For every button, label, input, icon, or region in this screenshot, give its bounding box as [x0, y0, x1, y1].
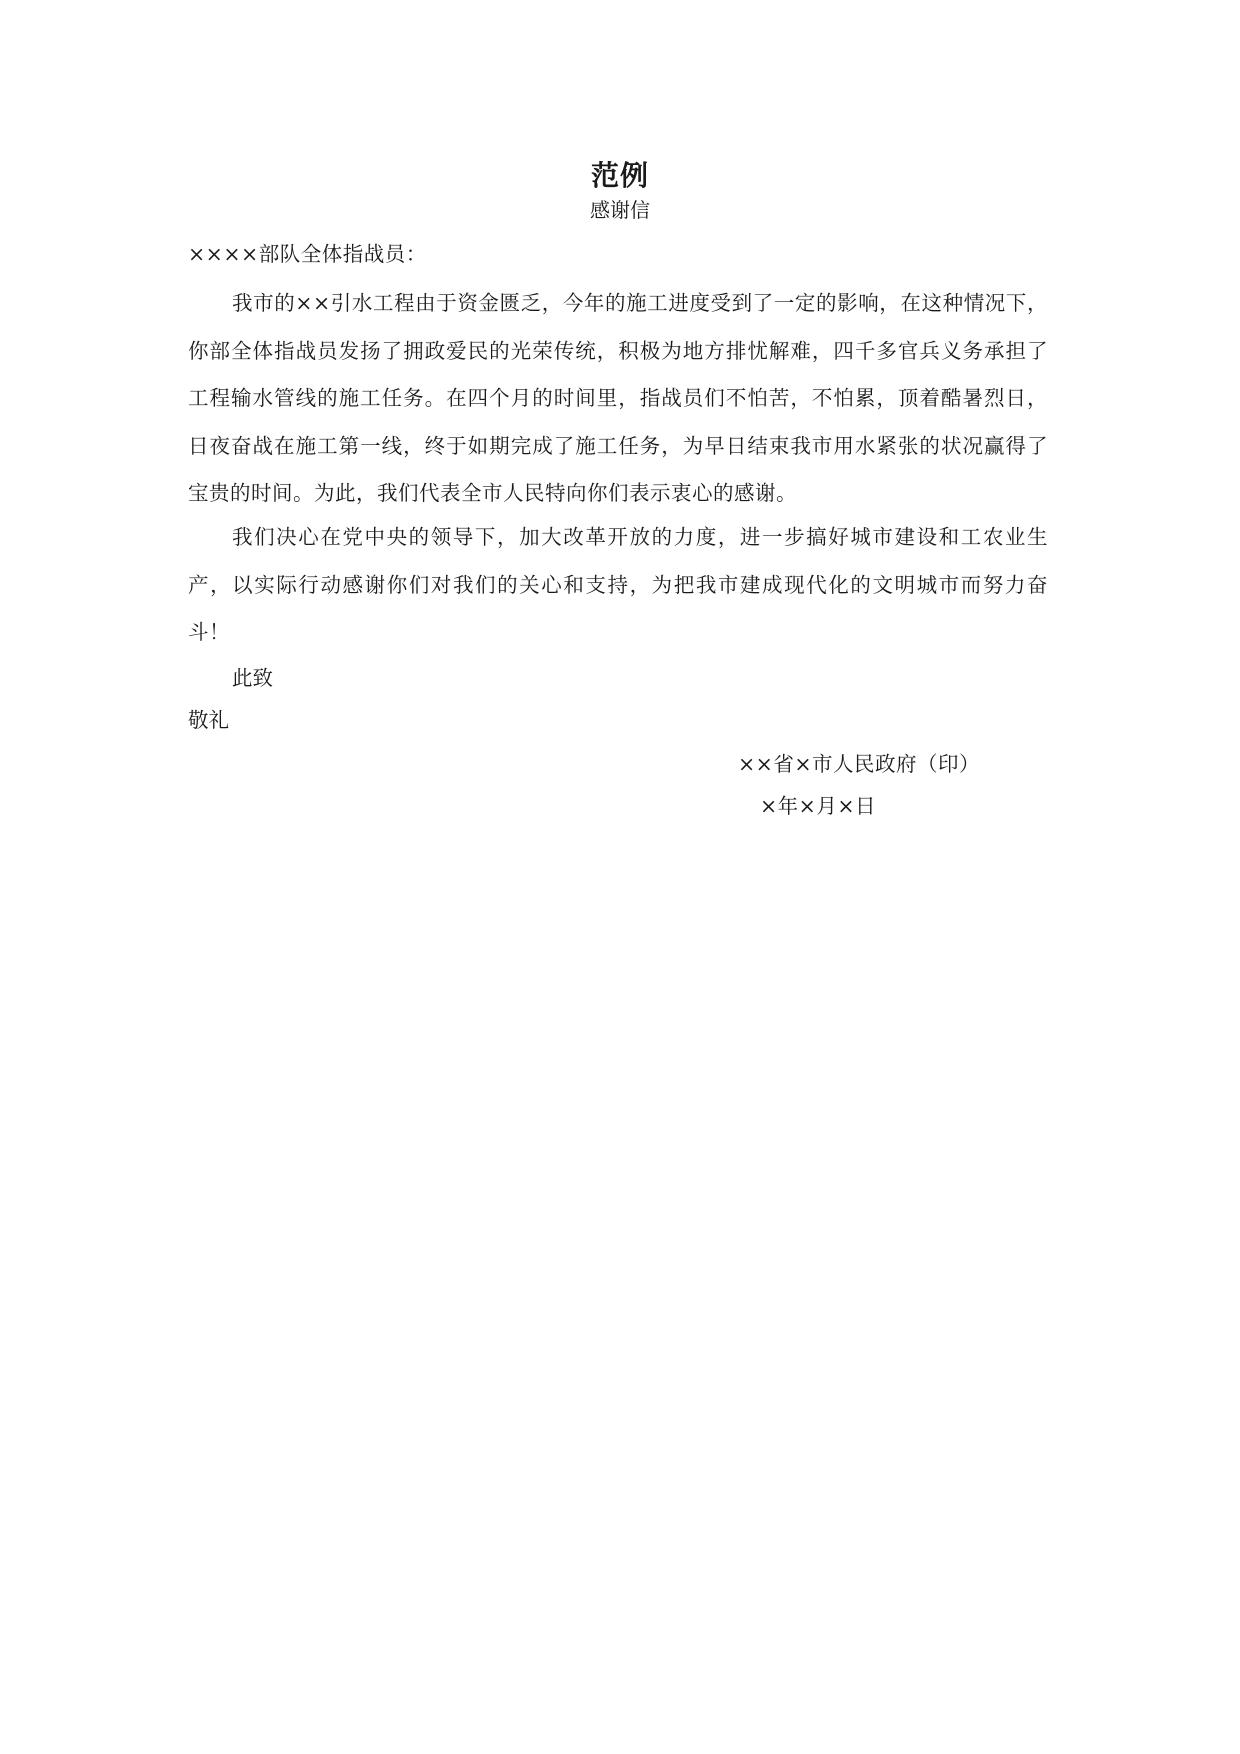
letter-paragraph-2: 我们决心在党中央的领导下，加大改革开放的力度，进一步搞好城市建设和工农业生产，以实际行动感谢你们对我们的关心和支持，为把我市建成现代化的文明城市而努力奋斗！ — [188, 525, 1048, 644]
letter-date: ×年×月×日 — [760, 794, 877, 818]
letter-paragraph-1: 我市的××引水工程由于资金匮乏，今年的施工进度受到了一定的影响，在这种情况下，你部全体指战员发扬了拥政爱民的光荣传统，积极为地方排忧解难，四千多官兵义务承担了工程输水管线的施工任务。在四个月的时间里，指战员们不怕苦，不怕累，顶着酷暑烈日，日夜奋战在施工第一线，终于如期完成了施工任务，为早日结束我市用水紧张的状况赢得了宝贵的时间。为此，我们代表全市人民特向你们表示衷心的感谢。 — [188, 291, 1048, 505]
document-subtitle: 感谢信 — [590, 198, 650, 222]
letter-closing: 此致 — [232, 666, 273, 690]
letter-salutation: ××××部队全体指战员： — [188, 242, 427, 266]
letter-regards: 敬礼 — [188, 708, 229, 732]
letter-signer: ××省×市人民政府（印） — [738, 752, 981, 776]
document-title: 范例 — [590, 159, 649, 192]
